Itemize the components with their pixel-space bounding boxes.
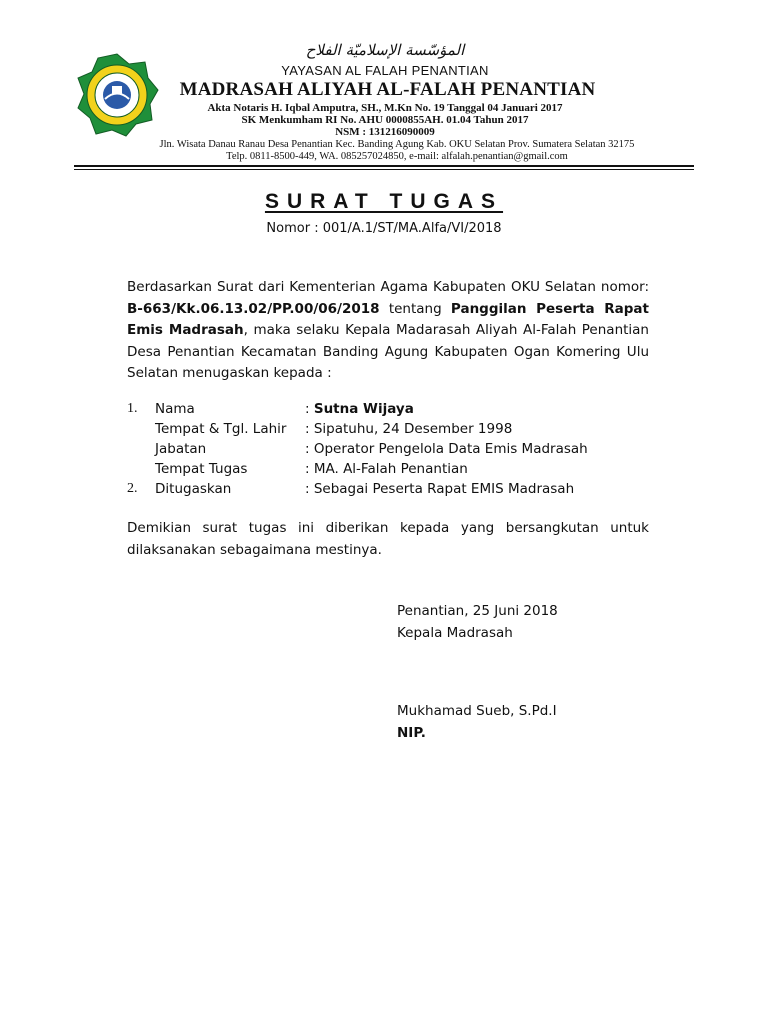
- assignment-details: [127, 399, 667, 499]
- detail-row: [127, 479, 667, 499]
- address-line: Jln. Wisata Danau Ranau Desa Penantian Kec. Banding Agung Kab. OKU Selatan Prov. Sumatera Selatan 32175: [159, 139, 635, 150]
- meeting-subject: Panggilan Peserta Rapat Emis Madrasah: [127, 300, 649, 338]
- row-label: Ditugaskan: [155, 481, 232, 497]
- place-date: Penantian, 25 Juni 2018: [397, 603, 558, 619]
- opening-paragraph: [127, 277, 649, 385]
- nsm-number: NSM : 131216090009: [335, 126, 435, 138]
- school-name: MADRASAH ALIYAH AL-FALAH PENANTIAN: [179, 79, 596, 100]
- contact-line: Telp. 0811-8500-449, WA. 085257024850, e-mail: alfalah.penantian@gmail.com: [226, 151, 568, 162]
- detail-row: [127, 419, 667, 439]
- opening-text-1: Berdasarkan Surat dari Kementerian Agama Kabupaten OKU Selatan nomor:: [127, 279, 649, 295]
- row-number: 1.: [127, 401, 138, 416]
- signature-header: [397, 601, 558, 644]
- school-logo: [74, 52, 160, 138]
- signer-name: Mukhamad Sueb, S.Pd.I: [397, 703, 557, 719]
- signature-footer: [397, 701, 557, 744]
- header-divider-thick: [74, 165, 694, 167]
- legal-info: [150, 102, 620, 138]
- row-value: : Sipatuhu, 24 Desember 1998: [305, 421, 513, 437]
- assignee-name: Sutna Wijaya: [313, 401, 414, 417]
- row-label: Nama: [155, 401, 195, 417]
- document-title: SURAT TUGAS: [264, 190, 504, 213]
- ministry-decree: SK Menkumham RI No. AHU 0000855AH. 01.04 Tahun 2017: [241, 114, 529, 126]
- document-number: Nomor : 001/A.1/ST/MA.Alfa/VI/2018: [266, 221, 502, 236]
- opening-text-3: , maka selaku Kepala Madarasah Aliyah Al-Falah Penantian Desa Penantian Kecamatan Banding Agung Kabupaten Ogan Komering Ulu Selatan menugaskan kepada :: [127, 322, 649, 381]
- detail-row: [127, 459, 667, 479]
- signer-nip: NIP.: [397, 724, 426, 741]
- notary-deed: Akta Notaris H. Iqbal Amputra, SH., M.Kn No. 19 Tanggal 04 Januari 2017: [207, 102, 563, 114]
- row-value-prefix: :: [305, 401, 314, 417]
- row-label: Tempat & Tgl. Lahir: [155, 421, 287, 437]
- header-divider-thin: [74, 169, 694, 170]
- signer-position: Kepala Madrasah: [397, 624, 513, 641]
- detail-row: [127, 439, 667, 459]
- address-block: [112, 139, 682, 163]
- row-value: [305, 399, 665, 419]
- row-label: Tempat Tugas: [155, 461, 248, 477]
- arabic-foundation-name: المؤسّسة الإسلاميّة الفلاح: [305, 41, 465, 59]
- closing-paragraph: Demikian surat tugas ini diberikan kepada yang bersangkutan untuk dilaksanakan sebagaimana mestinya.: [127, 520, 649, 558]
- detail-row: [127, 399, 667, 419]
- row-value: : Operator Pengelola Data Emis Madrasah: [305, 441, 588, 457]
- row-number: 2.: [127, 481, 138, 496]
- foundation-name: YAYASAN AL FALAH PENANTIAN: [281, 63, 489, 78]
- row-value: : MA. Al-Falah Penantian: [305, 461, 468, 477]
- row-label: Jabatan: [155, 441, 207, 457]
- row-value: : Sebagai Peserta Rapat EMIS Madrasah: [305, 481, 575, 497]
- opening-text-2: tentang: [379, 300, 451, 317]
- reference-letter-number: B-663/Kk.06.13.02/PP.00/06/2018: [127, 300, 380, 317]
